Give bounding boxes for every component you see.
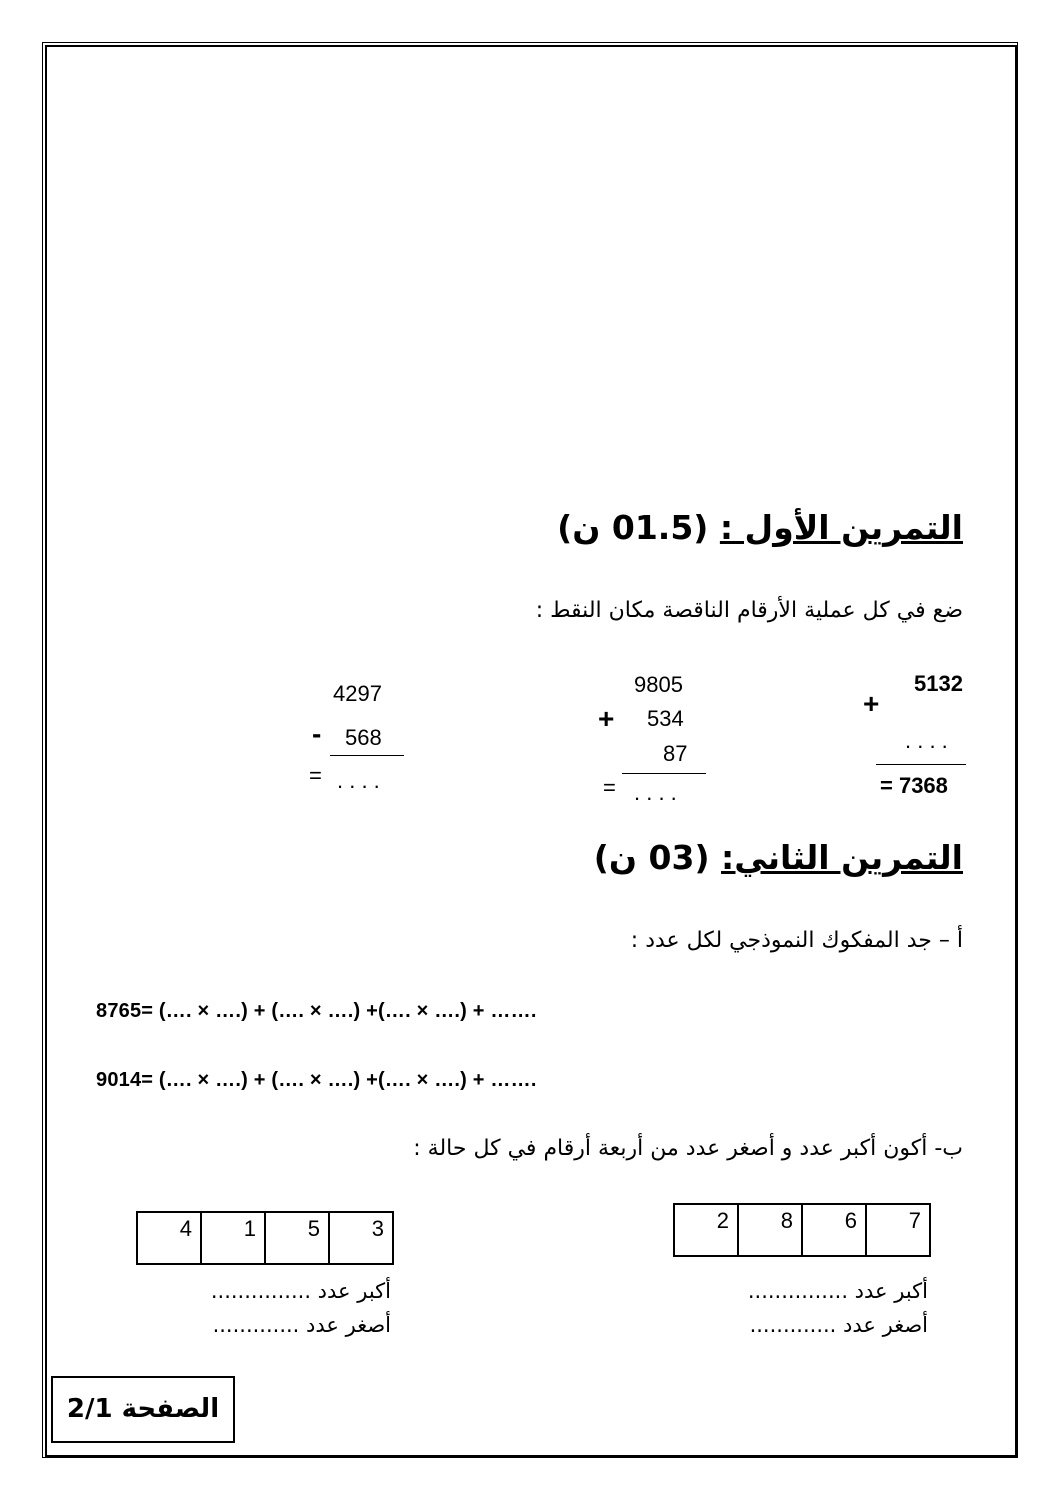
op-right-plus-sign: +	[863, 688, 880, 719]
digits-table-left	[136, 1211, 394, 1265]
exercise1-title-label: التمرين الأول :	[719, 508, 963, 547]
exercise1-points: (01.5 ن)	[557, 508, 709, 547]
digit-cell: 4	[137, 1212, 201, 1264]
digits-table-right	[673, 1203, 931, 1257]
exercise2-title	[594, 838, 963, 877]
exercise2-part-a: أ – جد المفكوك النموذجي لكل عدد :	[630, 928, 963, 953]
digit-cell: 1	[201, 1212, 265, 1264]
op-right-result: = 7368	[880, 773, 948, 798]
exercise2-title-label: التمرين الثاني:	[721, 838, 963, 877]
digit-cell: 5	[265, 1212, 329, 1264]
largest-number-right: أكبر عدد ...............	[747, 1279, 928, 1303]
op-middle-plus-sign: +	[598, 703, 615, 734]
op-middle-row2: 534	[647, 706, 684, 731]
decomposition-line-9014: 9014= (…. × ….) + (…. × ….) +(…. × ….) + …….	[96, 1069, 537, 1091]
digit-cell: 2	[674, 1204, 738, 1256]
digit-cell: 6	[802, 1204, 866, 1256]
op-left-minus-sign: -	[312, 718, 322, 749]
op-middle-row3: 87	[663, 741, 688, 766]
smallest-number-left: أصغر عدد .............	[212, 1313, 391, 1337]
digit-cell: 8	[738, 1204, 802, 1256]
op-right-top-number: 5132	[914, 671, 963, 696]
op-right-missing-number: . . . .	[905, 728, 948, 753]
op-left-row2: 568	[345, 725, 382, 750]
exercise2-part-b: ب- أكون أكبر عدد و أصغر عدد من أربعة أرقام في كل حالة :	[413, 1136, 963, 1161]
op-middle-row1: 9805	[634, 672, 683, 697]
digit-cell: 7	[866, 1204, 930, 1256]
op-left-row1: 4297	[333, 681, 382, 706]
op-middle-result: . . . .	[634, 780, 677, 805]
op-left-rule	[330, 755, 404, 756]
op-middle-rule	[622, 773, 706, 774]
smallest-number-right: أصغر عدد .............	[749, 1313, 928, 1337]
decomposition-line-8765: 8765= (…. × ….) + (…. × ….) +(…. × ….) + …….	[96, 1000, 537, 1022]
exercise2-points: (03 ن)	[593, 838, 710, 877]
op-left-equals: =	[309, 763, 322, 788]
exercise1-instruction: ضع في كل عملية الأرقام الناقصة مكان النقط :	[535, 598, 963, 623]
largest-number-left: أكبر عدد ...............	[210, 1279, 391, 1303]
op-left-result: . . . .	[337, 768, 380, 793]
page-number-box: الصفحة 2/1	[51, 1376, 235, 1443]
op-middle-equals: =	[603, 775, 616, 800]
digit-cell: 3	[329, 1212, 393, 1264]
op-right-rule	[876, 764, 966, 765]
exercise1-title	[557, 508, 963, 547]
